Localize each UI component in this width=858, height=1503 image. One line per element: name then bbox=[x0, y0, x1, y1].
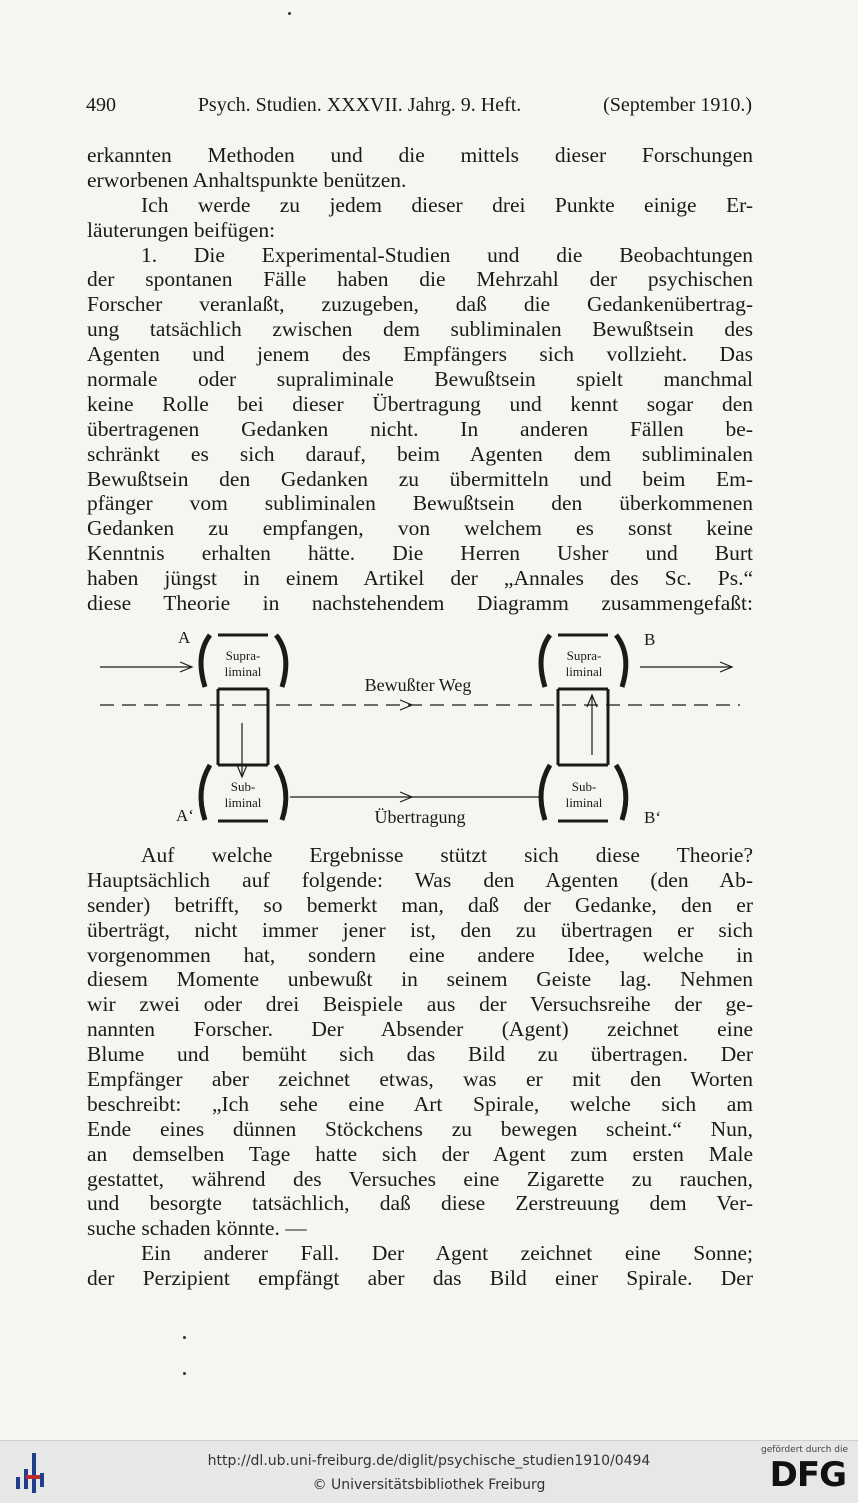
text-line: überträgt, nicht immer jener ist, den zu übertragen er sich bbox=[87, 917, 753, 942]
text-line: Agenten und jenem des Empfängers sich vollzieht. Das bbox=[87, 342, 753, 367]
sub-label-right-1: Sub- bbox=[571, 779, 597, 794]
dfg-logo: DFG bbox=[769, 1455, 846, 1495]
dfg-caption: gefördert durch die bbox=[761, 1445, 848, 1455]
text-line: ung tatsächlich zwischen dem subliminalen Bewußtsein des bbox=[87, 317, 753, 342]
text-line: normale oder supraliminale Bewußtsein spielt manchmal bbox=[87, 367, 753, 392]
text-line: Ich werde zu jedem dieser drei Punkte einige Er- bbox=[141, 192, 753, 217]
paragraph-block-2 bbox=[87, 843, 753, 1291]
text-line: Gedanken zu empfangen, von welchem es sonst keine bbox=[87, 516, 753, 541]
supra-label-right-1: Supra- bbox=[566, 648, 602, 663]
text-line: an demselben Tage hatte sich der Agent zum ersten Male bbox=[87, 1141, 753, 1166]
bracket-left-top-r bbox=[276, 635, 286, 687]
text-line: nannten Forscher. Der Absender (Agent) zeichnet eine bbox=[87, 1017, 753, 1042]
text-line: Forscher veranlaßt, zuzugeben, daß die Gedankenübertrag- bbox=[87, 292, 753, 317]
text-line: schränkt es sich darauf, beim Agenten dem subliminalen bbox=[87, 441, 753, 466]
transmission-label: Übertragung bbox=[374, 807, 466, 827]
page-header bbox=[86, 94, 752, 117]
text-line: Ein anderer Fall. Der Agent zeichnet eine Sonne; bbox=[141, 1241, 753, 1266]
source-url-link[interactable]: http://dl.ub.uni-freiburg.de/diglit/psychische_studien1910/0494 bbox=[207, 1453, 651, 1469]
text-line: keine Rolle bei dieser Übertragung und kennt sogar den bbox=[87, 391, 753, 416]
text-line: Empfänger aber zeichnet etwas, was er mit den Worten bbox=[87, 1067, 753, 1092]
text-line: diesem Momente unbewußt in seinem Geiste lag. Nehmen bbox=[87, 967, 753, 992]
text-line: der spontanen Fälle haben die Mehrzahl der psychischen bbox=[87, 267, 753, 292]
text-line: läuterungen beifügen: bbox=[87, 217, 276, 242]
scan-speck bbox=[183, 1336, 186, 1339]
bracket-left-top-l bbox=[201, 635, 210, 687]
text-line: und besorgte tatsächlich, daß diese Zerstreuung dem Ver- bbox=[87, 1191, 753, 1216]
text-line: vorgenommen hat, sondern eine andere Idee, welche in bbox=[87, 942, 753, 967]
paragraph-block-1 bbox=[87, 143, 753, 616]
sub-label-left-2: liminal bbox=[224, 795, 262, 810]
journal-title: Psych. Studien. XXXVII. Jahrg. 9. Heft. bbox=[197, 94, 522, 116]
text-line: Kenntnis erhalten hätte. Die Herren Usher und Burt bbox=[87, 541, 753, 566]
label-A: A bbox=[178, 628, 191, 647]
text-line: 1. Die Experimental-Studien und die Beobachtungen bbox=[141, 242, 753, 267]
page-number: 490 bbox=[86, 94, 116, 116]
text-line: Ende eines dünnen Stöckchens zu bewegen scheint.“ Nun, bbox=[87, 1116, 753, 1141]
text-line: diese Theorie in nachstehendem Diagramm zusammengefaßt: bbox=[87, 591, 753, 616]
text-line: haben jüngst in einem Artikel der „Annales des Sc. Ps.“ bbox=[87, 566, 753, 591]
text-line: suche schaden könnte. — bbox=[87, 1216, 307, 1241]
text-line: beschreibt: „Ich sehe eine Art Spirale, welche sich am bbox=[87, 1091, 753, 1116]
text-line: gestattet, während des Versuches eine Zigarette zu rauchen, bbox=[87, 1166, 753, 1191]
label-B-prime: B‘ bbox=[644, 808, 661, 827]
text-line: Bewußtsein den Gedanken zu übermitteln und beim Em- bbox=[87, 466, 753, 491]
label-A-prime: A‘ bbox=[176, 806, 194, 825]
text-line: der Perzipient empfängt aber das Bild einer Spirale. Der bbox=[87, 1266, 753, 1291]
issue-date: (September 1910.) bbox=[603, 94, 752, 116]
label-B: B bbox=[644, 630, 656, 649]
text-line: Hauptsächlich auf folgende: Was den Agenten (den Ab- bbox=[87, 867, 753, 892]
sub-label-left-1: Sub- bbox=[230, 779, 256, 794]
telepathy-diagram bbox=[100, 625, 740, 835]
supra-label-left-2: liminal bbox=[224, 664, 262, 679]
scan-speck bbox=[288, 12, 291, 15]
viewer-footer bbox=[0, 1440, 858, 1503]
text-line: erkannten Methoden und die mittels dieser Forschungen bbox=[87, 143, 753, 167]
scan-speck bbox=[183, 1372, 186, 1375]
conscious-path-label: Bewußter Weg bbox=[364, 675, 472, 695]
copyright-text: © Universitätsbibliothek Freiburg bbox=[312, 1477, 546, 1493]
supra-label-left-1: Supra- bbox=[225, 648, 261, 663]
sub-label-right-2: liminal bbox=[565, 795, 603, 810]
supra-label-right-2: liminal bbox=[565, 664, 603, 679]
text-line: sender) betrifft, so bemerkt man, daß der Gedanke, den er bbox=[87, 892, 753, 917]
text-line: Auf welche Ergebnisse stützt sich diese Theorie? bbox=[141, 843, 753, 867]
text-line: erworbenen Anhaltspunkte benützen. bbox=[87, 167, 407, 192]
text-line: übertragenen Gedanken nicht. In anderen Fällen be- bbox=[87, 416, 753, 441]
text-line: pfänger vom subliminalen Bewußtsein den überkommenen bbox=[87, 491, 753, 516]
text-line: wir zwei oder drei Beispiele aus der Versuchsreihe der ge- bbox=[87, 992, 753, 1017]
text-line: Blume und bemüht sich das Bild zu übertragen. Der bbox=[87, 1042, 753, 1067]
